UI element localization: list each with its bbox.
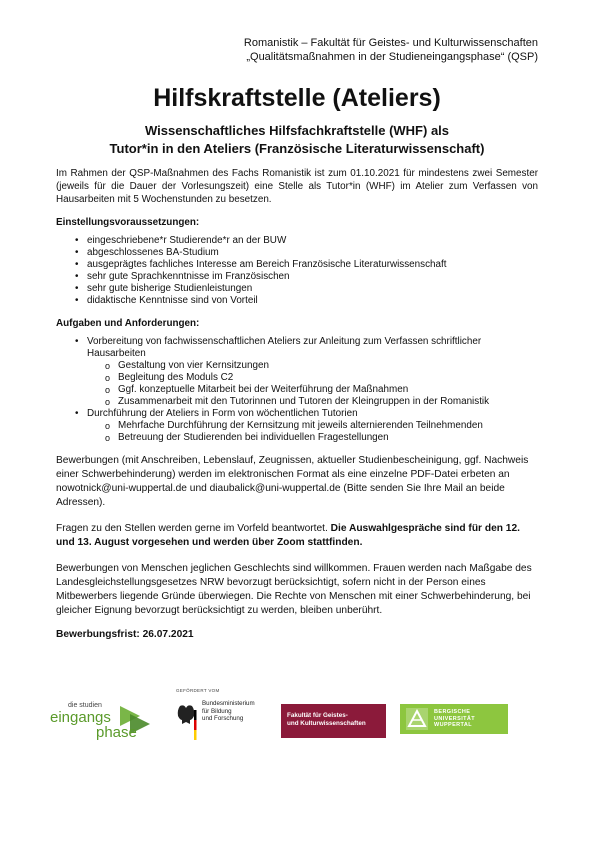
- diversity-paragraph: Bewerbungen von Menschen jeglichen Geschlechts sind willkommen. Frauen werden nach Maßgabe des Landesgleichstellungsgesetzes NRW bevorzugt berücksichtigt, sofern nicht in der Person eines Mitbewerbers liegende Gründe überwiegen. Die Rechte von Menschen mit einer Schwerbehinderung, bei gleicher Eignung bevorzugt berücksichtigt zu werden, bleiben unberührt.: [56, 563, 532, 616]
- questions-text: Fragen zu den Stellen werden gerne im Vorfeld beantwortet.: [56, 523, 331, 534]
- task-item-text: Durchführung der Ateliers in Form von wöchentlichen Tutorien: [87, 408, 358, 419]
- bmbf-line-2: für Bildung: [202, 707, 232, 715]
- application-paragraph: Bewerbungen (mit Anschreiben, Lebenslauf, Zeugnissen, aktueller Studienbescheinigung, ggf. Nachweis einer Schwerbehinderung) werden im elektronischen Format als eine einzelne PDF-Datei erbeten an nowotnick@uni-wuppertal.de und diaubalick@uni-wuppertal.de (Bitte senden Sie Ihre Mail an beide Adressen).: [56, 455, 529, 508]
- sub-list-item: o Begleitung des Moduls C2: [87, 372, 538, 384]
- logo-big-text-2: phase: [96, 724, 137, 741]
- list-item: • abgeschlossenes BA-Studium: [56, 247, 538, 259]
- buw-line-2: UNIVERSITÄT: [434, 715, 476, 722]
- subtitle: [56, 122, 538, 158]
- subtitle-line-1: Wissenschaftliches Hilfsfachkraftstelle (WHF) als: [144, 123, 450, 138]
- list-item: [56, 408, 538, 444]
- faculty-line-2: und Kulturwissenschaften: [287, 720, 366, 727]
- list-item: • sehr gute Sprachkenntnisse im Französischen: [56, 271, 538, 283]
- header-line-2: „Qualitätsmaßnahmen in der Studieneingangsphase“ (QSP): [246, 51, 538, 63]
- list-item: • ausgeprägtes fachliches Interesse am Bereich Französische Literaturwissenschaft: [56, 259, 538, 271]
- logo-small-text: die studien: [68, 702, 102, 709]
- sub-list-item: o Zusammenarbeit mit den Tutorinnen und Tutoren der Kleingruppen in der Romanistik: [87, 396, 538, 408]
- faculty-logo-text: [287, 712, 366, 728]
- federal-eagle-icon: [174, 700, 200, 744]
- document-header: [56, 36, 538, 64]
- logo-big-text-1: eingangs: [50, 709, 111, 726]
- bmbf-logo: [172, 688, 272, 746]
- bmbf-top-text: GEFÖRDERT VOM: [176, 688, 220, 693]
- sub-list-item: o Ggf. konzeptuelle Mitarbeit bei der Weiterführung der Maßnahmen: [87, 384, 538, 396]
- list-item: [56, 336, 538, 408]
- questions-paragraph: [56, 522, 538, 550]
- buw-logo: [400, 704, 508, 734]
- sub-list-item: o Gestaltung von vier Kernsitzungen: [87, 360, 538, 372]
- task-item-text: Vorbereitung von fachwissenschaftlichen Ateliers zur Anleitung zum Verfassen schriftlicher Hausarbeiten: [87, 336, 482, 359]
- interview-info: Die Auswahlgespräche sind für den 12. und 13. August vorgesehen und werden über Zoom stattfinden.: [56, 523, 520, 548]
- header-line-1: Romanistik – Fakultät für Geistes- und Kulturwissenschaften: [243, 37, 538, 49]
- buw-line-3: WUPPERTAL: [434, 722, 473, 728]
- bmbf-line-1: Bundesministerium: [202, 700, 255, 707]
- intro-paragraph: Im Rahmen der QSP-Maßnahmen des Fachs Romanistik ist zum 01.10.2021 für mindestens zwei Semester (jeweils für die Dauer der Vorlesungszeit) eine Stelle als Tutor*in (WHF) im Atelier zum Verfassen von Hausarbeiten mit 5 Wochenstunden zu besetzen.: [56, 168, 538, 205]
- buw-emblem-icon: [406, 708, 428, 730]
- tasks-list: [56, 336, 538, 444]
- sub-list: [87, 360, 538, 408]
- list-item: • eingeschriebene*r Studierende*r an der BUW: [56, 235, 538, 247]
- bmbf-name: [202, 700, 255, 723]
- buw-logo-text: [434, 709, 475, 729]
- list-item: • sehr gute bisherige Studienleistungen: [56, 283, 538, 295]
- buw-line-1: BERGISCHE: [434, 709, 471, 715]
- deadline: Bewerbungsfrist: 26.07.2021: [56, 629, 194, 640]
- sub-list: [87, 420, 538, 444]
- requirements-list: [56, 235, 538, 307]
- faculty-logo: [281, 704, 386, 738]
- logo-bar: [44, 688, 554, 748]
- bmbf-line-3: und Forschung: [202, 715, 244, 722]
- sub-list-item: o Mehrfache Durchführung der Kernsitzung mit jeweils alternierenden Teilnehmenden: [87, 420, 538, 432]
- studieneingangsphase-logo: [50, 700, 160, 740]
- requirements-heading: Einstellungsvoraussetzungen:: [56, 217, 200, 228]
- subtitle-line-2: Tutor*in in den Ateliers (Französische Literaturwissenschaft): [109, 141, 485, 156]
- sub-list-item: o Betreuung der Studierenden bei individuellen Fragestellungen: [87, 432, 538, 444]
- page-title: Hilfskraftstelle (Ateliers): [153, 84, 441, 112]
- list-item: • didaktische Kenntnisse sind von Vorteil: [56, 295, 538, 307]
- tasks-heading: Aufgaben und Anforderungen:: [56, 318, 200, 329]
- document-page: [56, 36, 538, 642]
- faculty-line-1: Fakultät für Geistes-: [287, 712, 348, 719]
